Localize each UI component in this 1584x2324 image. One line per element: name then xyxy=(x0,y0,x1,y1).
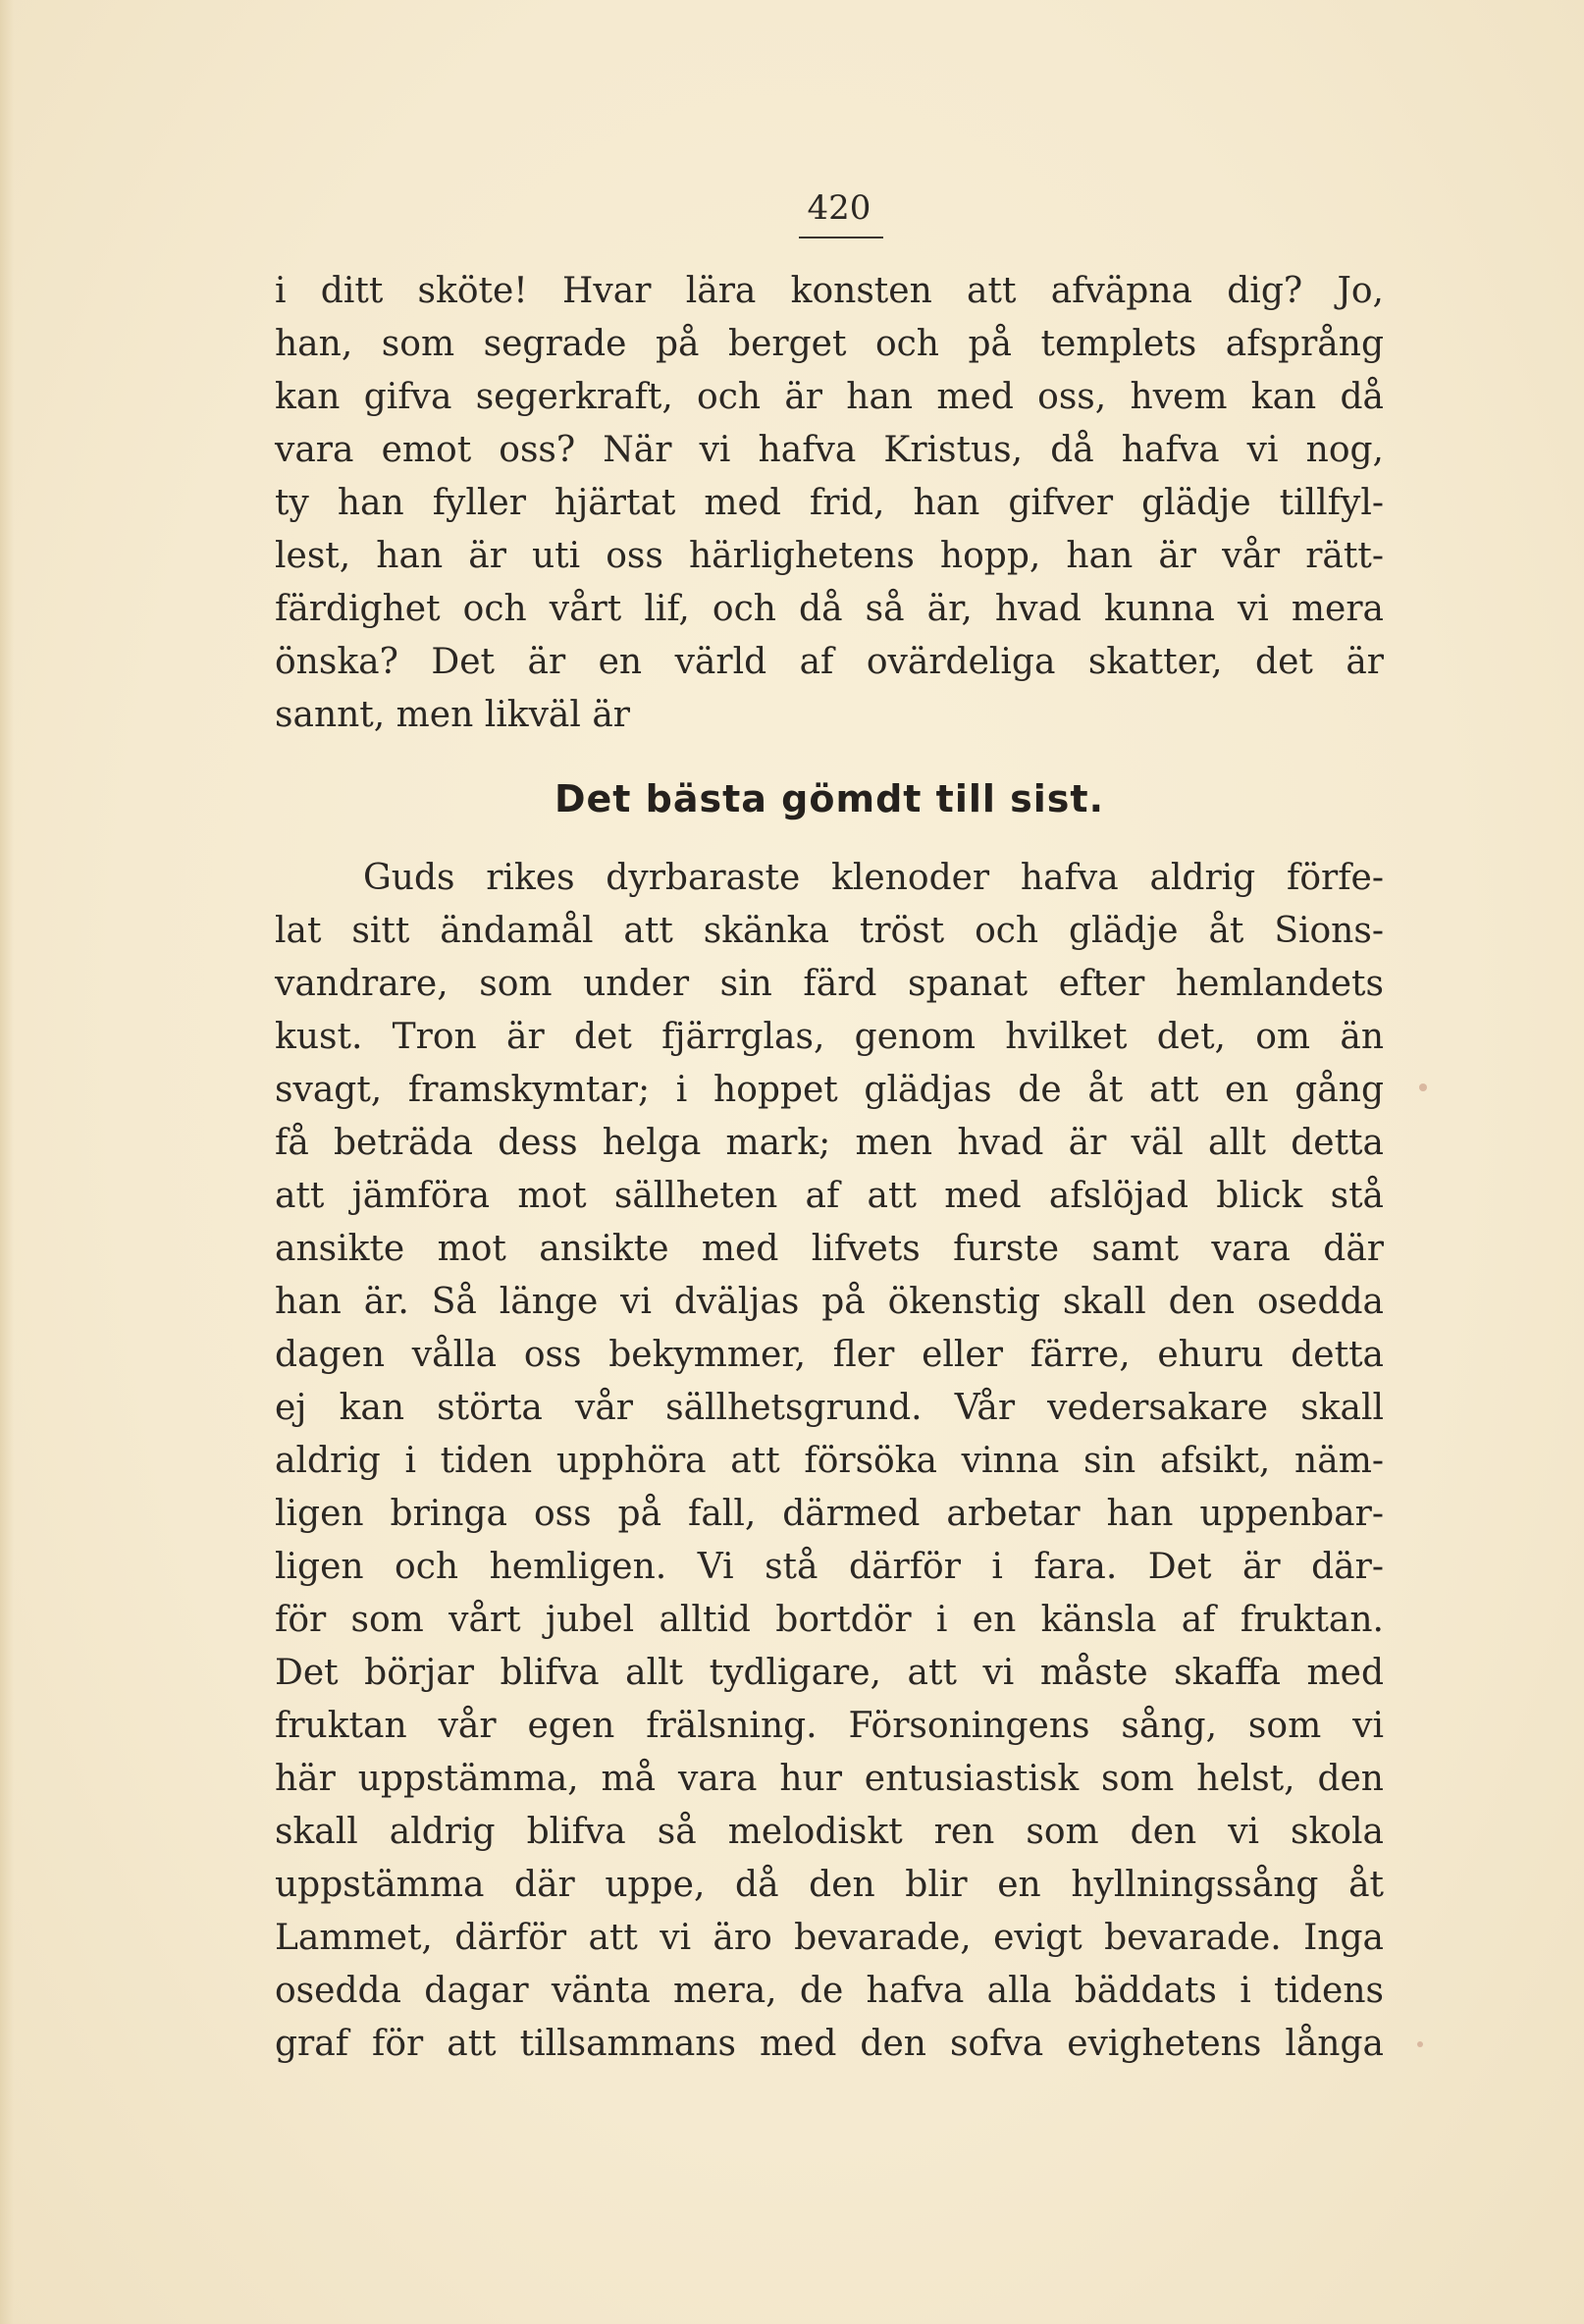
text-line: önska? Det är en värld af ovärdeliga skatter, det är xyxy=(275,642,1384,682)
text-line: skall aldrig blifva så melodiskt ren som den vi skola xyxy=(275,1812,1384,1852)
text-line: uppstämma där uppe, då den blir en hyllningssång åt xyxy=(275,1865,1384,1905)
text-line: Det börjar blifva allt tydligare, att vi måste skaffa med xyxy=(275,1653,1384,1693)
paper-stain xyxy=(1417,2041,1423,2047)
text-line: han, som segrade på berget och på templets afsprång xyxy=(275,324,1384,364)
top-paragraph xyxy=(275,265,1384,742)
section-heading: Det bästa gömdt till sist. xyxy=(554,777,1105,820)
text-line: svagt, framskymtar; i hoppet glädjas de åt att en gång xyxy=(275,1070,1384,1110)
text-line: han är. Så länge vi dväljas på ökenstig skall den osedda xyxy=(275,1282,1384,1322)
text-line: ej kan störta vår sällhetsgrund. Vår vedersakare skall xyxy=(275,1388,1384,1428)
text-line: aldrig i tiden upphöra att försöka vinna sin afsikt, näm- xyxy=(275,1441,1384,1481)
text-line: Lammet, därför att vi äro bevarade, evigt bevarade. Inga xyxy=(275,1918,1384,1958)
text-line: kan gifva segerkraft, och är han med oss, hvem kan då xyxy=(275,377,1384,417)
text-line: dagen vålla oss bekymmer, fler eller färre, ehuru detta xyxy=(275,1335,1384,1375)
text-line: ansikte mot ansikte med lifvets furste samt vara där xyxy=(275,1229,1384,1269)
text-line: kust. Tron är det fjärrglas, genom hvilket det, om än xyxy=(275,1017,1384,1057)
paper-stain xyxy=(1419,1083,1427,1091)
text-line: sannt, men likväl är xyxy=(275,695,631,735)
text-line: Guds rikes dyrbaraste klenoder hafva aldrig förfe- xyxy=(363,858,1384,898)
text-line: graf för att tillsammans med den sofva evighetens långa xyxy=(275,2024,1384,2064)
text-line: vara emot oss? När vi hafva Kristus, då hafva vi nog, xyxy=(275,430,1384,470)
text-line: vandrare, som under sin färd spanat efter hemlandets xyxy=(275,964,1384,1004)
text-line: här uppstämma, må vara hur entusiastisk som helst, den xyxy=(275,1759,1384,1799)
text-line: lest, han är uti oss härlighetens hopp, han är vår rätt- xyxy=(275,536,1384,576)
text-line: i ditt sköte! Hvar lära konsten att afväpna dig? Jo, xyxy=(275,271,1384,311)
page-edge-shadow xyxy=(0,0,14,2324)
text-line: ligen och hemligen. Vi stå därför i fara. Det är där- xyxy=(275,1547,1384,1587)
text-line: för som vårt jubel alltid bortdör i en känsla af fruktan. xyxy=(275,1600,1384,1640)
body-paragraph xyxy=(275,852,1384,2071)
text-line: osedda dagar vänta mera, de hafva alla bäddats i tidens xyxy=(275,1971,1384,2011)
text-line: fruktan vår egen frälsning. Försoningens sång, som vi xyxy=(275,1706,1384,1746)
page-number: 420 xyxy=(807,188,871,228)
text-line: färdighet och vårt lif, och då så är, hvad kunna vi mera xyxy=(275,589,1384,629)
text-line: lat sitt ändamål att skänka tröst och glädje åt Sions- xyxy=(275,911,1384,951)
text-line: att jämföra mot sällheten af att med afslöjad blick stå xyxy=(275,1176,1384,1216)
text-line: få beträda dess helga mark; men hvad är väl allt detta xyxy=(275,1123,1384,1163)
text-line: ty han fyller hjärtat med frid, han gifver glädje tillfyl- xyxy=(275,483,1384,523)
text-line: ligen bringa oss på fall, därmed arbetar han uppenbar- xyxy=(275,1494,1384,1534)
page-number-rule xyxy=(799,237,883,238)
